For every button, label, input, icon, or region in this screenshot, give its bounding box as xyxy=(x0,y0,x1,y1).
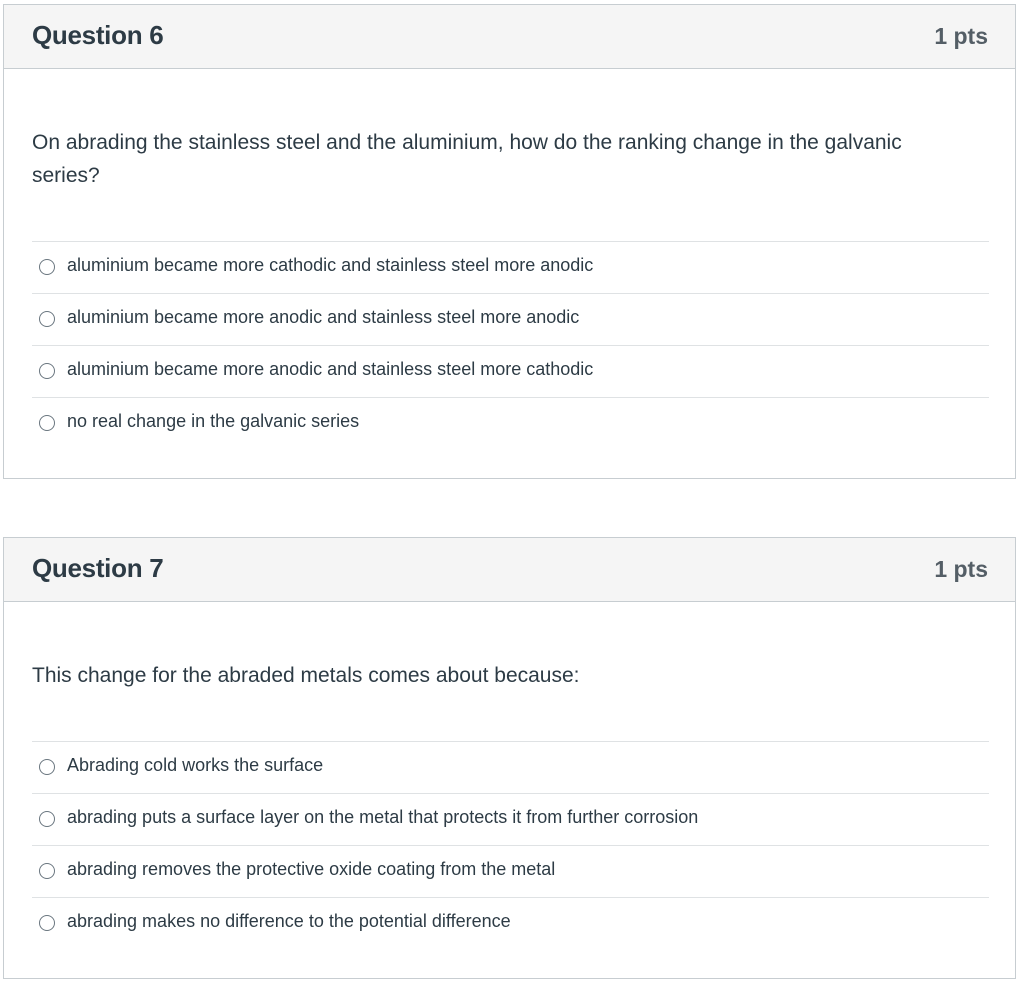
answer-label[interactable]: aluminium became more cathodic and stainless steel more anodic xyxy=(67,255,594,275)
question-title: Question 6 xyxy=(32,20,164,50)
answer-label[interactable]: aluminium became more anodic and stainless steel more anodic xyxy=(67,307,580,327)
answer-label[interactable]: aluminium became more anodic and stainless steel more cathodic xyxy=(67,359,594,379)
radio-button[interactable] xyxy=(39,811,55,827)
question-header xyxy=(4,538,1015,602)
radio-button[interactable] xyxy=(39,259,55,275)
question-title: Question 7 xyxy=(32,553,164,583)
answer-option[interactable] xyxy=(32,897,989,949)
answer-option[interactable] xyxy=(32,397,989,449)
answer-option[interactable] xyxy=(32,793,989,845)
answer-option[interactable] xyxy=(32,741,989,793)
question-card-7 xyxy=(3,537,1016,979)
answer-label[interactable]: abrading puts a surface layer on the metal that protects it from further corrosion xyxy=(67,807,699,827)
radio-button[interactable] xyxy=(39,759,55,775)
radio-button[interactable] xyxy=(39,863,55,879)
answer-label[interactable]: abrading removes the protective oxide coating from the metal xyxy=(67,859,556,879)
question-text: This change for the abraded metals comes about because: xyxy=(32,664,580,687)
answer-list xyxy=(32,241,989,449)
answer-option[interactable] xyxy=(32,293,989,345)
answer-label[interactable]: abrading makes no difference to the potential difference xyxy=(67,911,511,931)
question-text: On abrading the stainless steel and the aluminium, how do the ranking change in the galvanic series? xyxy=(32,131,902,187)
radio-button[interactable] xyxy=(39,915,55,931)
answer-label[interactable]: no real change in the galvanic series xyxy=(67,411,360,431)
question-card-6 xyxy=(3,4,1016,479)
answer-list xyxy=(32,741,989,949)
radio-button[interactable] xyxy=(39,415,55,431)
question-points: 1 pts xyxy=(934,23,988,49)
radio-button[interactable] xyxy=(39,311,55,327)
radio-button[interactable] xyxy=(39,363,55,379)
answer-label[interactable]: Abrading cold works the surface xyxy=(67,755,324,775)
answer-option[interactable] xyxy=(32,241,989,293)
answer-option[interactable] xyxy=(32,345,989,397)
question-header xyxy=(4,5,1015,69)
question-points: 1 pts xyxy=(934,556,988,582)
answer-option[interactable] xyxy=(32,845,989,897)
